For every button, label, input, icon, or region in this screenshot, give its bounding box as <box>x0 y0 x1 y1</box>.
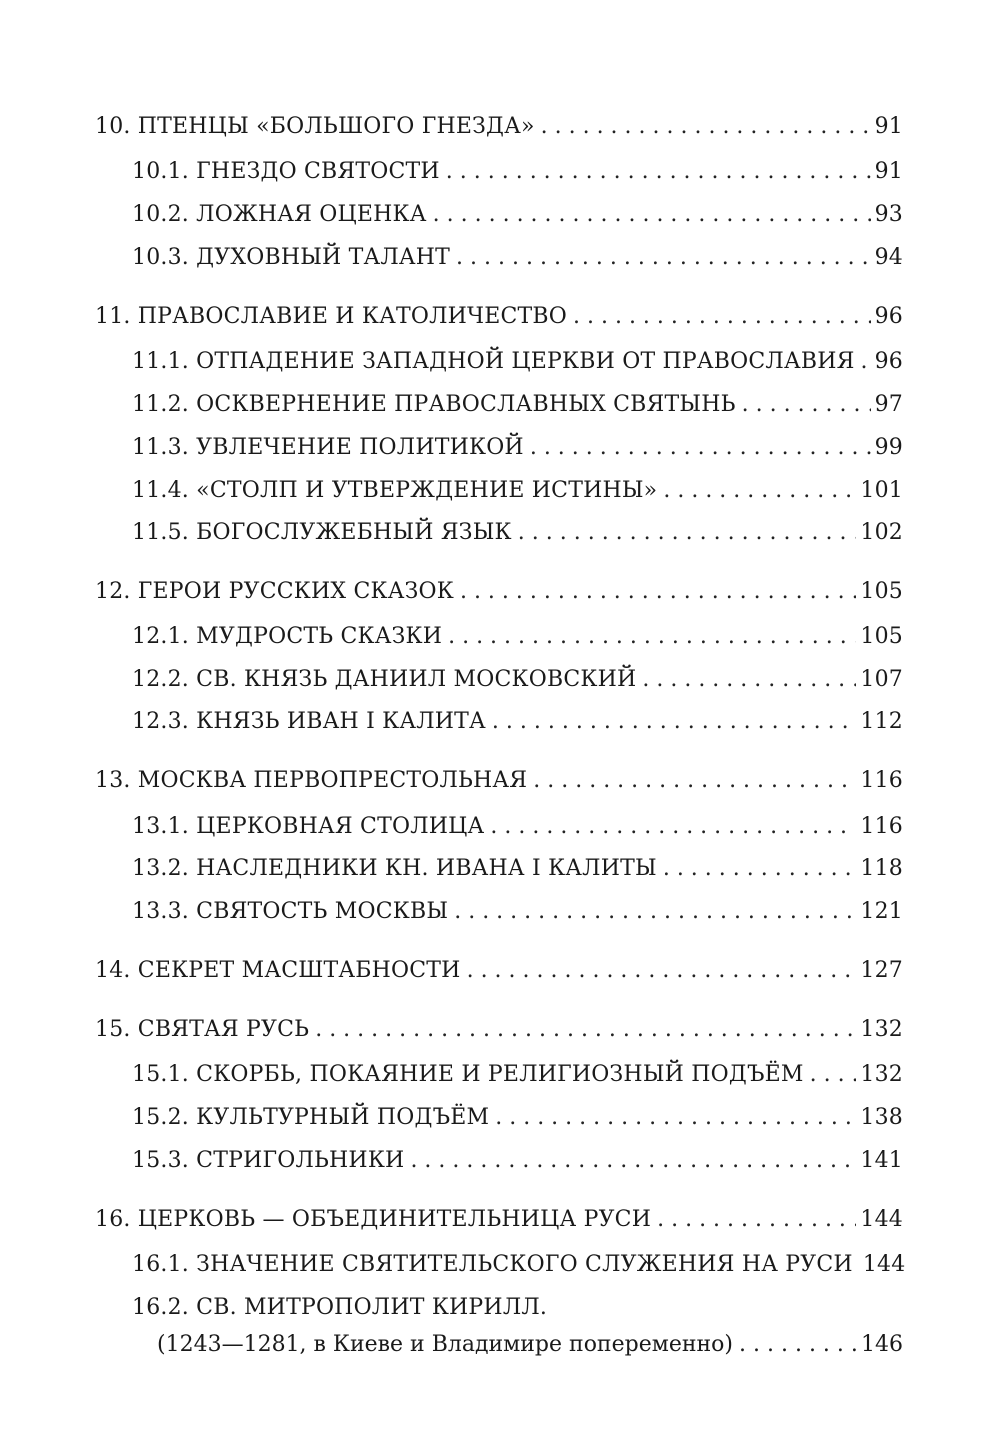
toc-entry-page: 94 <box>874 245 903 270</box>
toc-subentry[interactable] <box>132 708 903 736</box>
leader-dots <box>861 348 871 376</box>
leader-dots <box>541 113 871 141</box>
toc-entry-title: 15. СВЯТАЯ РУСЬ <box>95 1017 310 1042</box>
leader-dots <box>742 391 871 419</box>
toc-entry-title: 15.1. СКОРБЬ, ПОКАЯНИЕ И РЕЛИГИОЗНЫЙ ПОДЪЁМ <box>132 1062 804 1087</box>
toc-subentry[interactable] <box>132 898 903 926</box>
leader-dots <box>490 813 856 841</box>
toc-entry-title: 15.3. СТРИГОЛЬНИКИ <box>132 1148 405 1173</box>
toc-entry-page: 91 <box>874 114 903 139</box>
toc-entry-title: 12.1. МУДРОСТЬ СКАЗКИ <box>132 624 443 649</box>
toc-entry-title: 11.1. ОТПАДЕНИЕ ЗАПАДНОЙ ЦЕРКВИ ОТ ПРАВОСЛАВИЯ <box>132 349 855 374</box>
toc-entry-title: 11.4. «СТОЛП И УТВЕРЖДЕНИЕ ИСТИНЫ» <box>132 478 658 503</box>
toc-entry-title: 13. МОСКВА ПЕРВОПРЕСТОЛЬНАЯ <box>95 768 528 793</box>
toc-entry-page: 118 <box>860 856 903 881</box>
leader-dots <box>530 434 871 462</box>
leader-dots <box>657 1206 856 1234</box>
toc-entry-title: 10. ПТЕНЦЫ «БОЛЬШОГО ГНЕЗДА» <box>95 114 535 139</box>
toc-entry-page: 105 <box>860 624 903 649</box>
toc-entry-page: 144 <box>860 1207 903 1232</box>
leader-dots <box>446 158 871 186</box>
toc-entry-page: 121 <box>860 899 903 924</box>
leader-dots <box>454 898 856 926</box>
toc-entry-title: 11.3. УВЛЕЧЕНИЕ ПОЛИТИКОЙ <box>132 435 524 460</box>
toc-entry-page: 146 <box>861 1332 903 1357</box>
toc-subentry[interactable] <box>132 1251 906 1279</box>
toc-subentry[interactable] <box>132 623 903 651</box>
toc-entry-page: 138 <box>860 1105 903 1130</box>
toc-entry-title: 12.2. СВ. КНЯЗЬ ДАНИИЛ МОСКОВСКИЙ <box>132 667 637 692</box>
toc-entry[interactable] <box>95 578 903 606</box>
toc-entry-page: 99 <box>874 435 903 460</box>
toc-entry-title: 16.1. ЗНАЧЕНИЕ СВЯТИТЕЛЬСКОГО СЛУЖЕНИЯ НА РУСИ <box>132 1252 853 1277</box>
toc-entry-page: 96 <box>874 304 903 329</box>
toc-subentry[interactable] <box>132 434 903 462</box>
toc-entry-title: 11. ПРАВОСЛАВИЕ И КАТОЛИЧЕСТВО <box>95 304 567 329</box>
leader-dots <box>467 957 857 985</box>
toc-entry-page: 132 <box>860 1017 903 1042</box>
toc-subentry[interactable] <box>132 201 903 229</box>
toc-entry-page: 107 <box>860 667 903 692</box>
leader-dots <box>492 708 856 736</box>
toc-entry-title: 16.2. СВ. МИТРОПОЛИТ КИРИЛЛ. <box>132 1295 548 1320</box>
toc-entry-page: 93 <box>874 202 903 227</box>
toc-subentry[interactable] <box>132 1061 903 1089</box>
toc-subentry[interactable] <box>132 158 903 186</box>
toc-entry-title: 13.3. СВЯТОСТЬ МОСКВЫ <box>132 899 449 924</box>
toc-subentry[interactable] <box>132 519 903 547</box>
leader-dots <box>642 666 856 694</box>
toc-entry-title: 16. ЦЕРКОВЬ — ОБЪЕДИНИТЕЛЬНИЦА РУСИ <box>95 1207 652 1232</box>
leader-dots <box>495 1104 856 1132</box>
toc-entry[interactable] <box>95 113 903 141</box>
toc-entry-page: 127 <box>860 958 903 983</box>
leader-dots <box>663 477 856 505</box>
toc-subentry[interactable] <box>132 348 903 376</box>
toc-subentry[interactable] <box>132 244 903 272</box>
leader-dots <box>315 1016 856 1044</box>
toc-entry-title: (1243—1281, в Киеве и Владимире попеременно) <box>157 1332 734 1357</box>
toc-entry-page: 105 <box>860 579 903 604</box>
toc-entry-title: 11.2. ОСКВЕРНЕНИЕ ПРАВОСЛАВНЫХ СВЯТЫНЬ <box>132 392 736 417</box>
toc-subentry[interactable] <box>132 1294 903 1322</box>
toc-entry-title: 13.1. ЦЕРКОВНАЯ СТОЛИЦА <box>132 814 485 839</box>
toc-subentry[interactable] <box>132 813 903 841</box>
toc-entry-page: 116 <box>860 768 903 793</box>
leader-dots <box>739 1331 857 1359</box>
toc-subentry[interactable] <box>132 1147 903 1175</box>
leader-dots <box>448 623 856 651</box>
toc-entry[interactable] <box>95 767 903 795</box>
toc-entry-page: 132 <box>860 1062 903 1087</box>
toc-entry-title: 11.5. БОГОСЛУЖЕБНЫЙ ЯЗЫК <box>132 520 512 545</box>
leader-dots <box>460 578 856 606</box>
toc-entry-title: 10.1. ГНЕЗДО СВЯТОСТИ <box>132 159 440 184</box>
leader-dots <box>573 303 871 331</box>
toc-entry-page: 102 <box>860 520 903 545</box>
toc-subentry[interactable] <box>132 1104 903 1132</box>
toc-subentry[interactable] <box>132 666 903 694</box>
toc-entry-page: 97 <box>874 392 903 417</box>
toc-entry[interactable] <box>95 957 903 985</box>
leader-dots <box>433 201 871 229</box>
toc-subentry-continuation[interactable] <box>157 1331 903 1359</box>
toc-entry-page: 116 <box>860 814 903 839</box>
toc-subentry[interactable] <box>132 477 903 505</box>
toc-entry-title: 10.2. ЛОЖНАЯ ОЦЕНКА <box>132 202 427 227</box>
toc-entry-title: 12.3. КНЯЗЬ ИВАН I КАЛИТА <box>132 709 486 734</box>
toc-entry-title: 13.2. НАСЛЕДНИКИ КН. ИВАНА I КАЛИТЫ <box>132 856 657 881</box>
leader-dots <box>810 1061 857 1089</box>
toc-entry[interactable] <box>95 1206 903 1234</box>
toc-entry[interactable] <box>95 303 903 331</box>
toc-entry-title: 14. СЕКРЕТ МАСШТАБНОСТИ <box>95 958 461 983</box>
leader-dots <box>410 1147 856 1175</box>
leader-dots <box>663 855 857 883</box>
toc-entry-page: 91 <box>874 159 903 184</box>
toc-entry-page: 112 <box>860 709 903 734</box>
leader-dots <box>518 519 857 547</box>
toc-subentry[interactable] <box>132 855 903 883</box>
toc-entry-page: 96 <box>874 349 903 374</box>
toc-entry-page: 141 <box>860 1148 903 1173</box>
toc-entry-title: 12. ГЕРОИ РУССКИХ СКАЗОК <box>95 579 454 604</box>
leader-dots <box>533 767 856 795</box>
toc-entry-page: 144 <box>862 1252 906 1277</box>
toc-entry-page: 101 <box>860 478 903 503</box>
leader-dots <box>456 244 871 272</box>
toc-entry-title: 15.2. КУЛЬТУРНЫЙ ПОДЪЁМ <box>132 1105 490 1130</box>
toc-subentry[interactable] <box>132 391 903 419</box>
toc-entry[interactable] <box>95 1016 903 1044</box>
toc-entry-title: 10.3. ДУХОВНЫЙ ТАЛАНТ <box>132 245 451 270</box>
